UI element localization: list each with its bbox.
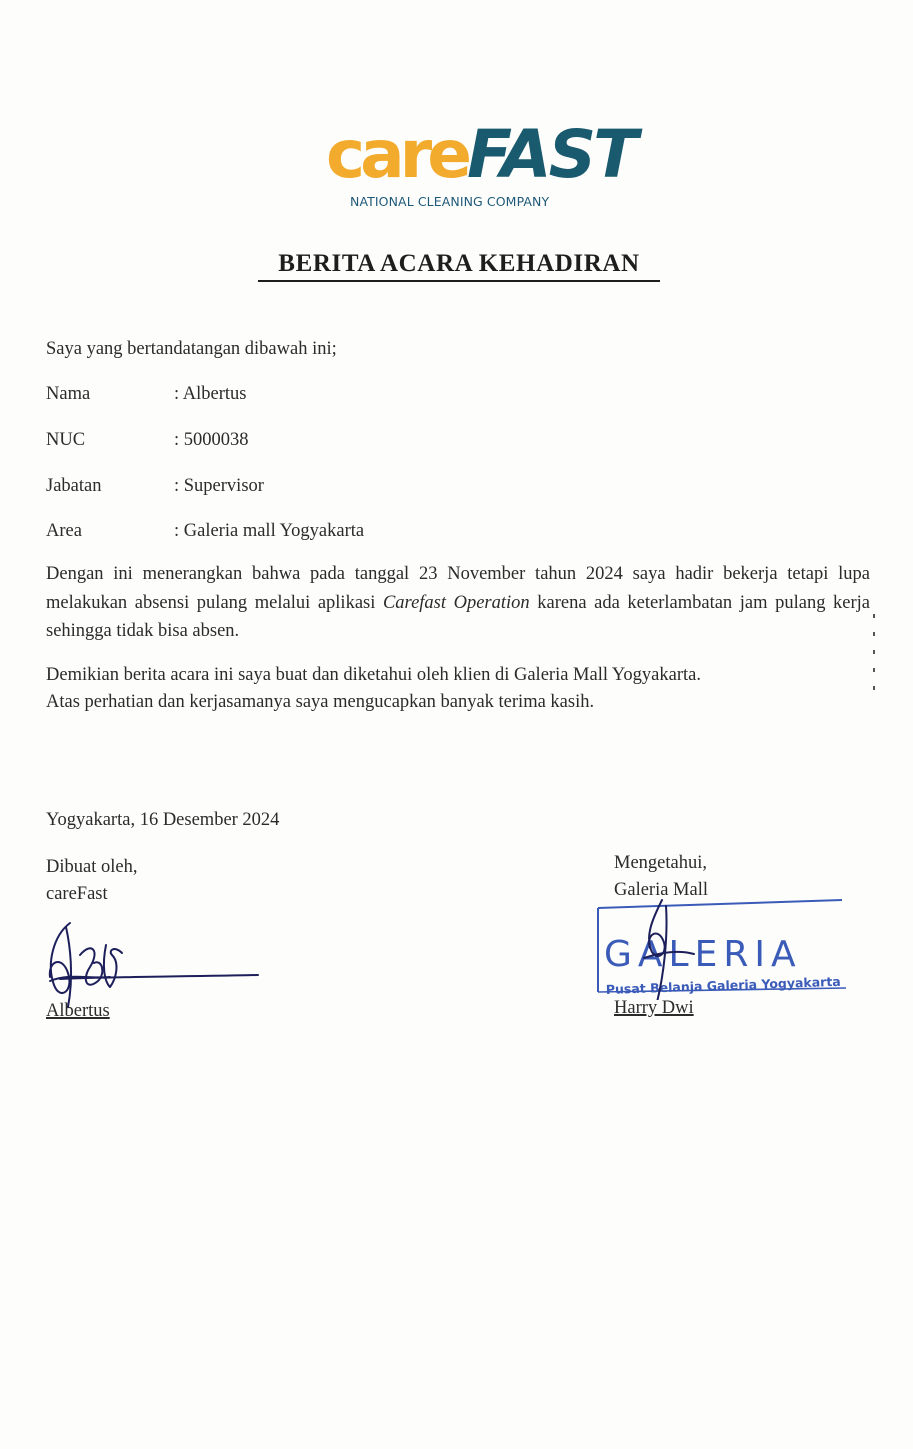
closing-line-2: Atas perhatian dan kerjasamanya saya mengucapkan banyak terima kasih.	[46, 692, 595, 712]
statement-text-after: karena ada keterlambatan jam pulang kerja sehingga tidak bisa absen.	[46, 592, 871, 641]
field-label-nuc: NUC	[46, 430, 86, 450]
field-label-nama: Nama	[46, 384, 91, 404]
field-label-jabatan: Jabatan	[46, 476, 102, 496]
logo-care-text: care	[326, 116, 467, 193]
right-sign-name: Harry Dwi	[614, 998, 694, 1018]
field-value-jabatan: : Supervisor	[174, 476, 264, 496]
intro-text: Saya yang bertandatangan dibawah ini;	[46, 339, 337, 359]
app-name: Carefast Operation	[382, 592, 530, 613]
stamp-subtitle: Pusat Belanja Galeria Yogyakarta	[605, 973, 841, 997]
field-label-area: Area	[46, 521, 82, 541]
statement-paragraph	[46, 560, 870, 646]
left-sign-name: Albertus	[46, 1001, 110, 1021]
right-sign-org: Galeria Mall	[614, 880, 708, 900]
field-value-area: : Galeria mall Yogyakarta	[174, 521, 365, 541]
left-sign-heading: Dibuat oleh,	[46, 857, 138, 877]
logo-tagline: NATIONAL CLEANING COMPANY	[350, 194, 550, 209]
field-value-nama: : Albertus	[174, 384, 247, 404]
statement-text-before: Dengan ini menerangkan bahwa pada tanggal 23 November tahun 2024 saya hadir bekerja tetapi lupa melakukan absensi pulang melalui aplikasi	[46, 564, 870, 613]
logo-wordmark	[326, 116, 636, 193]
place-date: Yogyakarta, 16 Desember 2024	[46, 810, 280, 830]
right-sign-heading: Mengetahui,	[614, 853, 707, 873]
field-value-nuc: : 5000038	[174, 430, 249, 450]
closing-line-1: Demikian berita acara ini saya buat dan diketahui oleh klien di Galeria Mall Yogyakarta.	[46, 665, 701, 685]
left-sign-org: careFast	[46, 884, 108, 904]
margin-dots	[873, 614, 876, 704]
logo-fast-text: FAST	[466, 116, 636, 193]
galeria-stamp	[596, 896, 848, 1000]
stamp-brand: GALERIA	[604, 934, 802, 975]
carefast-logo	[326, 116, 636, 214]
document-title: BERITA ACARA KEHADIRAN	[258, 248, 660, 282]
